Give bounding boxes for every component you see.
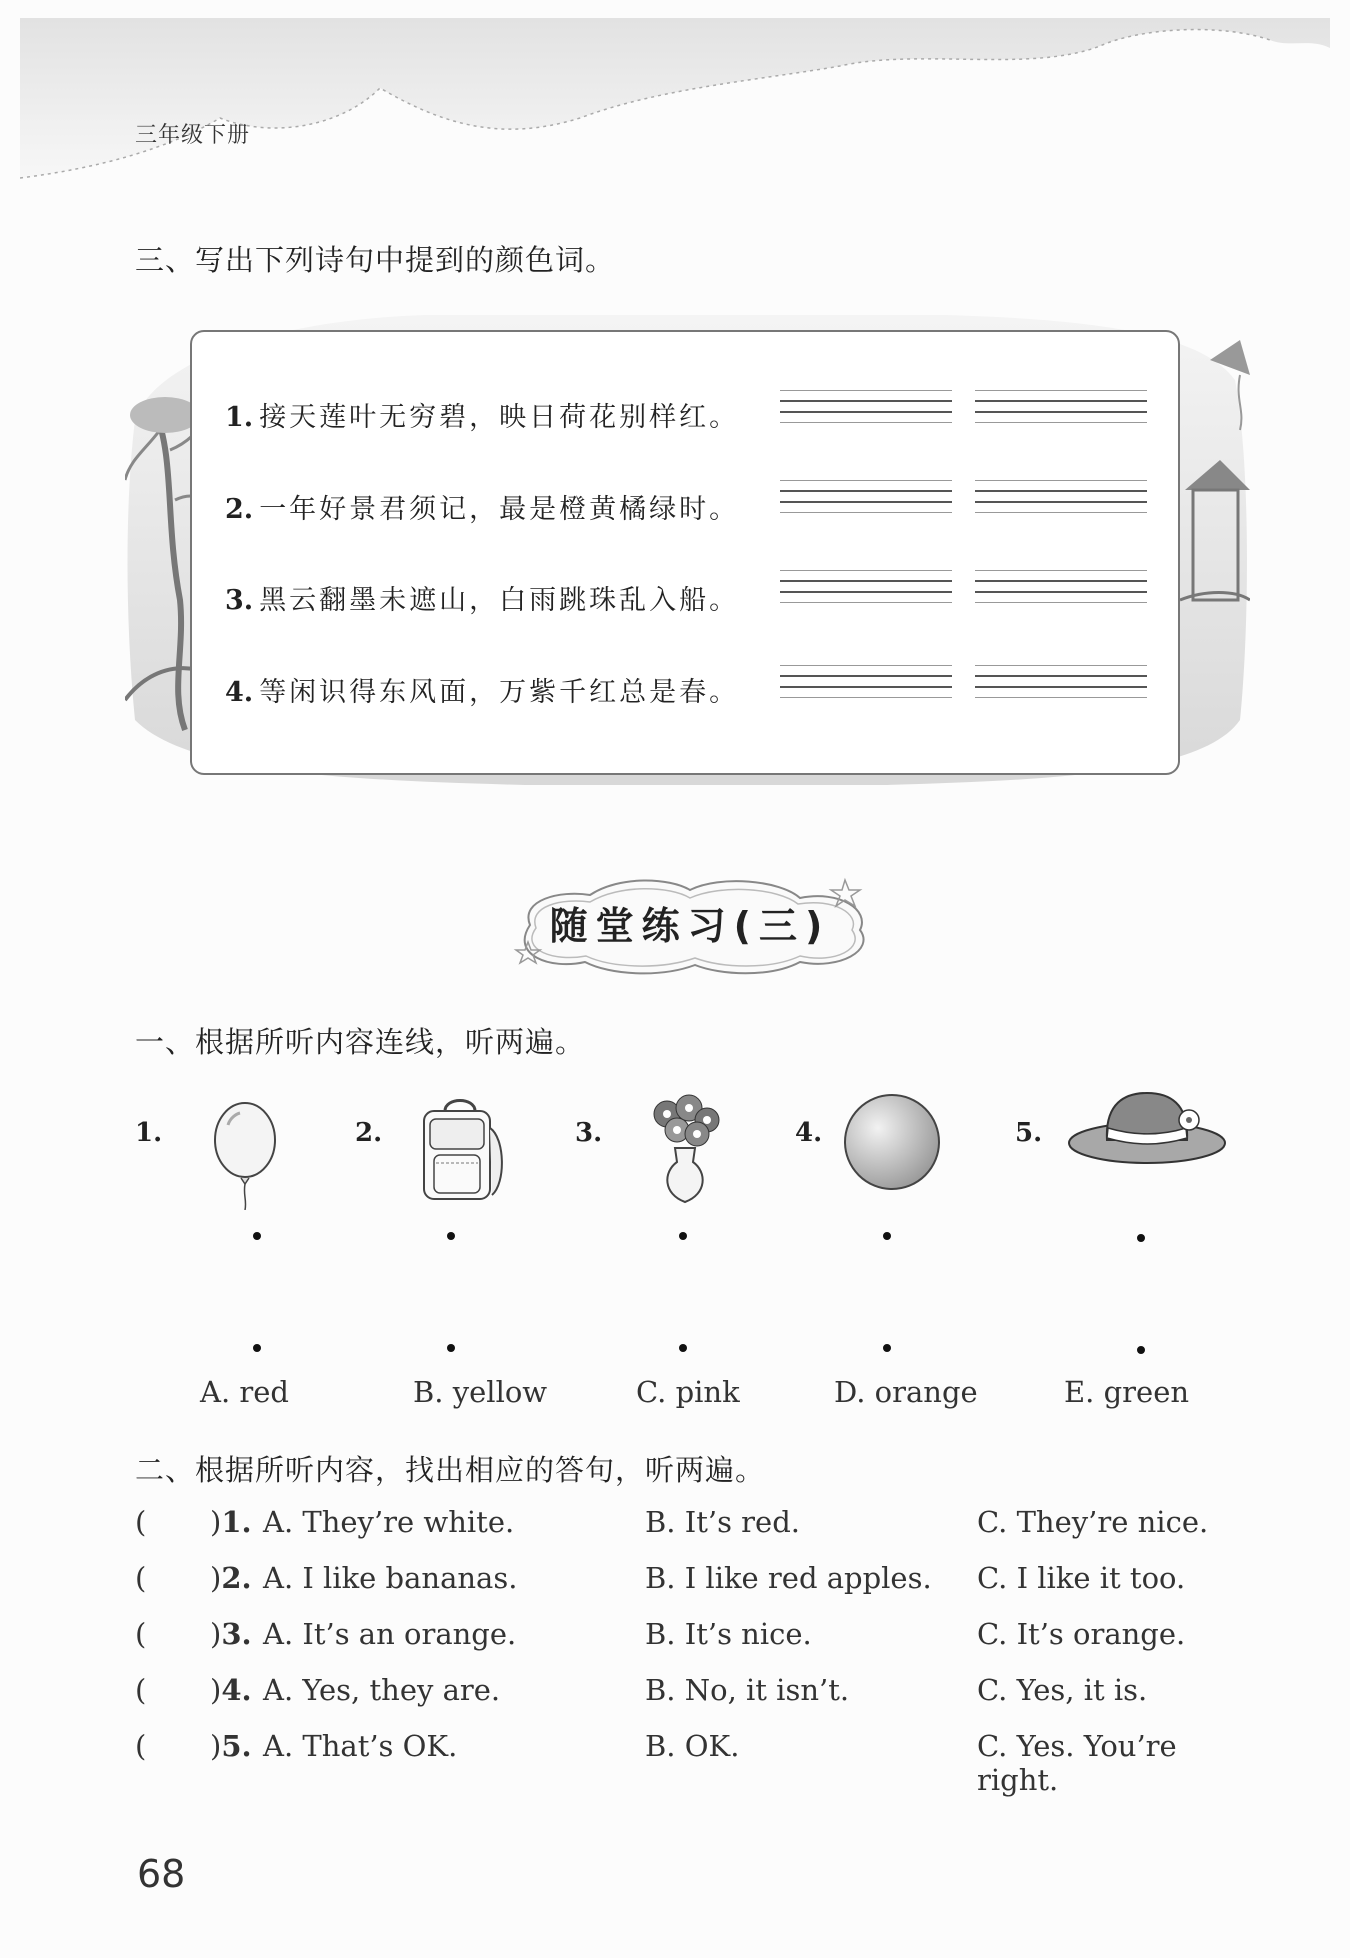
poem-line-4: 4. 等闲识得东风面，万紫千红总是春。: [225, 677, 740, 708]
poem-line-3: 3. 黑云翻墨未遮山，白雨跳珠乱入船。: [225, 585, 740, 616]
match-dot-color-e[interactable]: [1137, 1346, 1145, 1354]
option-a: A. That’s OK.: [263, 1729, 458, 1763]
page-number: 68: [137, 1852, 186, 1896]
question-row-1: ( )1. A. They’re white. B. It’s red. C. They’re nice.: [135, 1505, 1209, 1539]
option-b: B. OK.: [645, 1729, 740, 1763]
match-dot-color-b[interactable]: [447, 1344, 455, 1352]
poem-line-2: 2. 一年好景君须记，最是橙黄橘绿时。: [225, 494, 740, 525]
option-c: C. Yes. You’re right.: [977, 1729, 1177, 1797]
option-a: A. I like bananas.: [263, 1561, 518, 1595]
color-option-a: A. red: [200, 1375, 289, 1409]
part-2-title: 二、根据所听内容，找出相应的答句，听两遍。: [135, 1453, 766, 1487]
ball-icon: [842, 1092, 942, 1192]
match-dot-item-2[interactable]: [447, 1232, 455, 1240]
answer-lines-4b[interactable]: [975, 665, 1147, 705]
match-dot-color-d[interactable]: [883, 1344, 891, 1352]
answer-bracket-open[interactable]: (: [135, 1673, 147, 1707]
answer-bracket-open[interactable]: (: [135, 1561, 147, 1595]
exercise-banner-title: 随堂练习(三): [549, 904, 831, 948]
hat-icon: [1065, 1088, 1230, 1173]
option-c: C. Yes, it is.: [977, 1673, 1148, 1707]
answer-bracket-open[interactable]: (: [135, 1729, 147, 1763]
item-number-2: 2.: [355, 1118, 383, 1148]
item-number-1: 1.: [135, 1118, 163, 1148]
answer-lines-2a[interactable]: [780, 480, 952, 520]
option-b: B. It’s nice.: [645, 1617, 812, 1651]
match-dot-item-5[interactable]: [1137, 1234, 1145, 1242]
answer-lines-2b[interactable]: [975, 480, 1147, 520]
color-option-b: B. yellow: [413, 1375, 548, 1409]
answer-lines-3b[interactable]: [975, 570, 1147, 610]
backpack-icon: [410, 1093, 510, 1203]
item-number-5: 5.: [1015, 1118, 1043, 1148]
option-b: B. No, it isn’t.: [645, 1673, 850, 1707]
poem-line-1: 1. 接天莲叶无穷碧，映日荷花别样红。: [225, 402, 740, 433]
match-dot-color-a[interactable]: [253, 1344, 261, 1352]
question-row-4: ( )4. A. Yes, they are. B. No, it isn’t. C. Yes, it is.: [135, 1673, 1148, 1707]
grade-label: 三年级下册: [135, 123, 251, 148]
option-c: C. I like it too.: [977, 1561, 1186, 1595]
option-c: C. They’re nice.: [977, 1505, 1209, 1539]
option-a: A. It’s an orange.: [263, 1617, 517, 1651]
color-option-c: C. pink: [636, 1375, 740, 1409]
answer-lines-3a[interactable]: [780, 570, 952, 610]
color-option-e: E. green: [1064, 1375, 1190, 1409]
option-c: C. It’s orange.: [977, 1617, 1186, 1651]
match-dot-color-c[interactable]: [679, 1344, 687, 1352]
answer-lines-1a[interactable]: [780, 390, 952, 430]
answer-bracket-open[interactable]: (: [135, 1617, 147, 1651]
balloon-icon: [210, 1100, 280, 1210]
answer-bracket-open[interactable]: (: [135, 1505, 147, 1539]
question-row-3: ( )3. A. It’s an orange. B. It’s nice. C. It’s orange.: [135, 1617, 1186, 1651]
match-dot-item-3[interactable]: [679, 1232, 687, 1240]
question-row-5: ( )5. A. That’s OK. B. OK. C. Yes. You’re right.: [135, 1729, 1265, 1769]
color-option-d: D. orange: [834, 1375, 978, 1409]
question-row-2: ( )2. A. I like bananas. B. I like red apples. C. I like it too.: [135, 1561, 1186, 1595]
item-number-4: 4.: [795, 1118, 823, 1148]
match-dot-item-4[interactable]: [883, 1232, 891, 1240]
option-a: A. They’re white.: [263, 1505, 515, 1539]
section-3-title: 三、写出下列诗句中提到的颜色词。: [135, 243, 616, 277]
cloud-header-decoration: [20, 18, 1330, 188]
answer-lines-4a[interactable]: [780, 665, 952, 705]
option-b: B. I like red apples.: [645, 1561, 932, 1595]
option-a: A. Yes, they are.: [263, 1673, 501, 1707]
part-1-title: 一、根据所听内容连线，听两遍。: [135, 1025, 586, 1059]
answer-lines-1b[interactable]: [975, 390, 1147, 430]
item-number-3: 3.: [575, 1118, 603, 1148]
match-dot-item-1[interactable]: [253, 1232, 261, 1240]
flower-vase-icon: [645, 1092, 725, 1207]
option-b: B. It’s red.: [645, 1505, 800, 1539]
